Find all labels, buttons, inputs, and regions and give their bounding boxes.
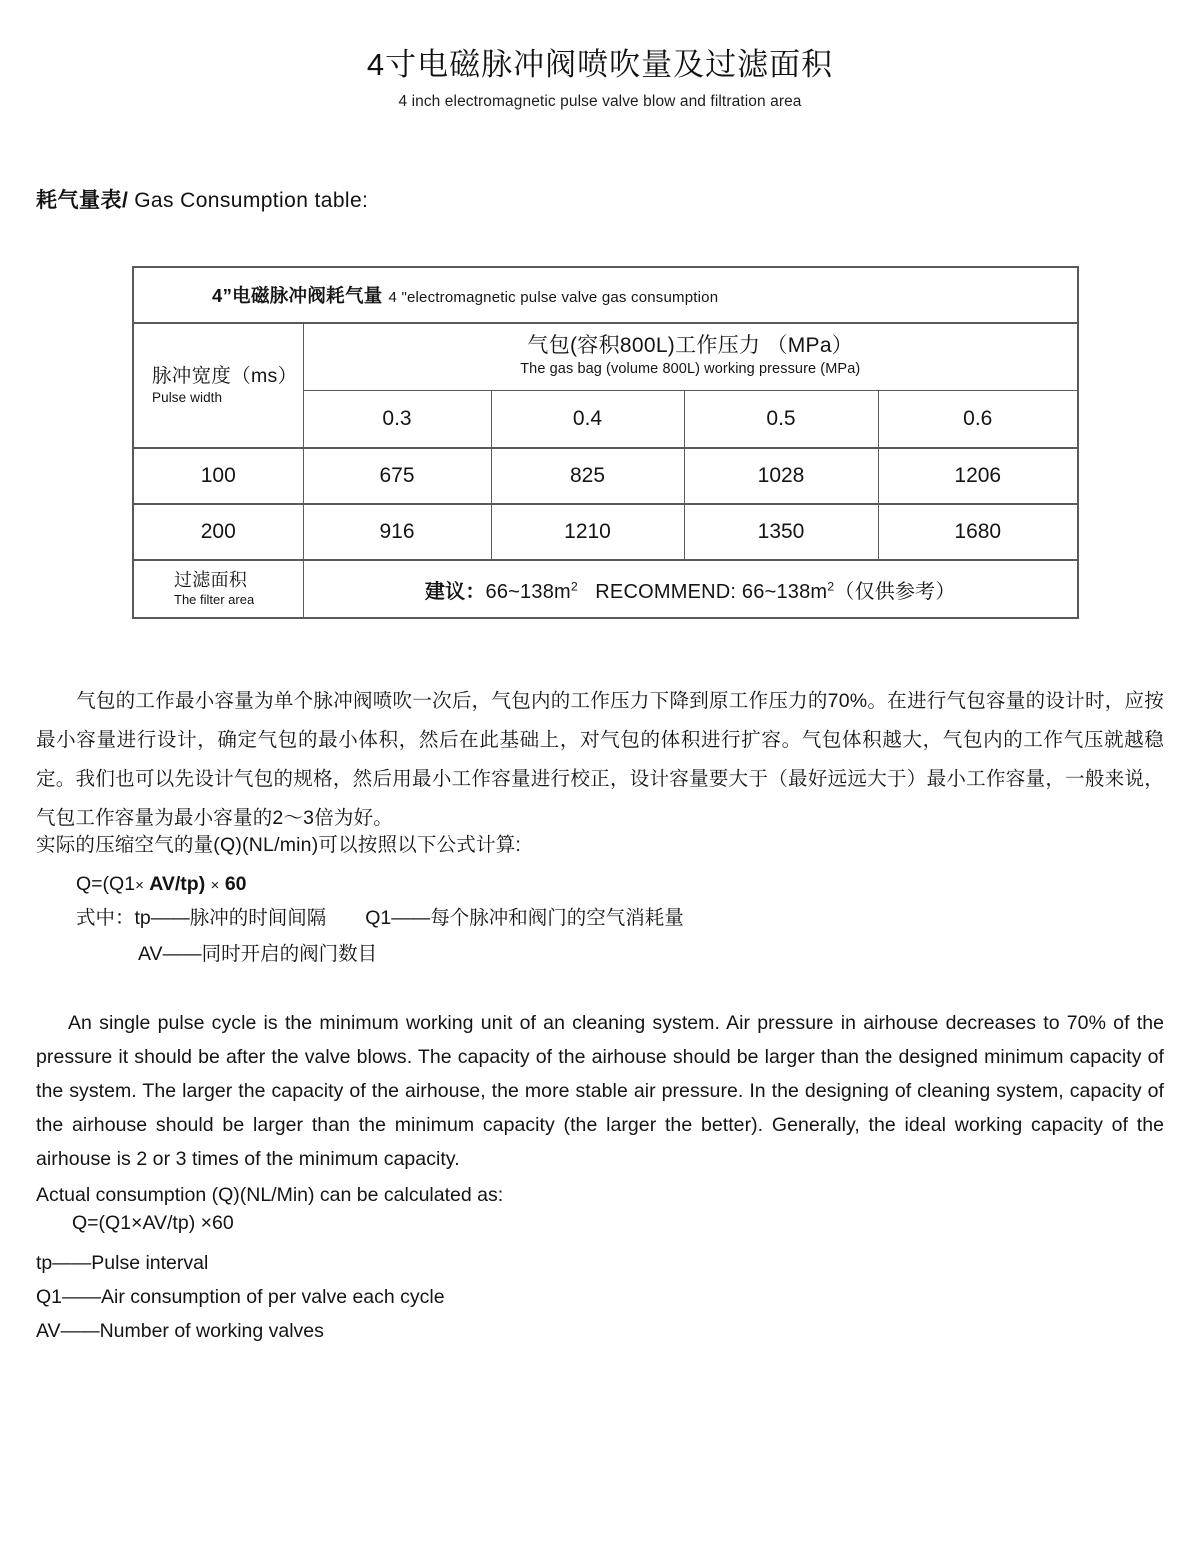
row-0-value-0: 675 bbox=[303, 448, 491, 504]
section-heading bbox=[36, 188, 368, 213]
chinese-paragraph-text: 气包的工作最小容量为单个脉冲阀喷吹一次后，气包内的工作压力下降到原工作压力的70%。在进行气包容量的设计时，应按最小容量进行设计，确定气包的最小体积，然后在此基础上，对气包的体积进行扩容。气包体积越大，气包内的工作气压就越稳定。我们也可以先设计气包的规格，然后用最小工作容量进行校正，设计容量要大于（最好远远大于）最小工作容量，一般来说，气包工作容量为最小容量的2～3倍为好。 bbox=[36, 690, 1164, 829]
row-1-value-1: 1210 bbox=[491, 504, 684, 560]
row-0-value-3: 1206 bbox=[878, 448, 1078, 504]
gas-consumption-table bbox=[132, 266, 1079, 619]
row-0-pulse-width: 100 bbox=[133, 448, 303, 504]
recommend-label-en: RECOMMEND: bbox=[595, 580, 742, 603]
pulse-width-header-cell bbox=[133, 323, 303, 448]
row-1-value-0: 916 bbox=[303, 504, 491, 560]
filter-area-label-cell bbox=[133, 560, 303, 618]
table-caption-en: 4 "electromagnetic pulse valve gas consumption bbox=[388, 289, 719, 306]
formula-prefix: Q=(Q1 bbox=[76, 873, 136, 895]
formula-constant: 60 bbox=[224, 873, 247, 895]
filter-area-label-en: The filter area bbox=[174, 591, 255, 607]
table-row-filter-area bbox=[133, 560, 1078, 618]
pressure-col-1: 0.4 bbox=[491, 391, 684, 449]
english-paragraph-text: An single pulse cycle is the minimum working unit of an cleaning system. Air pressure in airhouse decreases to 70% of the pressure it should be after the valve blows. The capacity of the airhouse should be larger than the designed minimum capacity of the system. The larger the capacity of the airhouse, the more stable air pressure. In the designing of cleaning system, capacity of the airhouse should be larger than the minimum capacity (the larger the better). Generally, the ideal working capacity of the airhouse is 2 or 3 times of the minimum capacity. bbox=[36, 1012, 1164, 1170]
formula-times-1: × bbox=[135, 877, 144, 894]
pressure-col-3: 0.6 bbox=[878, 391, 1078, 449]
gas-consumption-table-wrapper bbox=[132, 266, 1077, 619]
chinese-paragraph bbox=[36, 682, 1164, 838]
pressure-col-0: 0.3 bbox=[303, 391, 491, 449]
row-0-value-2: 1028 bbox=[684, 448, 878, 504]
page-subtitle: 4 inch electromagnetic pulse valve blow and filtration area bbox=[398, 92, 802, 110]
recommend-value-cn: 66~138m bbox=[485, 580, 571, 603]
recommend-note: （仅供参考） bbox=[834, 580, 956, 603]
row-1-value-3: 1680 bbox=[878, 504, 1078, 560]
table-caption-cn: 4”电磁脉冲阀耗气量 bbox=[212, 285, 383, 306]
table-row bbox=[133, 448, 1078, 504]
recommend-superscript-cn: 2 bbox=[570, 578, 578, 593]
section-heading-cn: 耗气量表/ bbox=[36, 189, 129, 212]
table-row bbox=[133, 504, 1078, 560]
pulse-width-header-cn: 脉冲宽度（ms） bbox=[152, 365, 298, 388]
formula-times-2: × bbox=[210, 877, 220, 894]
row-1-value-2: 1350 bbox=[684, 504, 878, 560]
english-formula: Q=(Q1×AV/tp) ×60 bbox=[72, 1212, 234, 1234]
chinese-where-line-1: 式中：tp——脉冲的时间间隔 Q1——每个脉冲和阀门的空气消耗量 bbox=[76, 907, 684, 929]
recommend-superscript-en: 2 bbox=[827, 578, 835, 593]
row-0-value-1: 825 bbox=[491, 448, 684, 504]
english-where-line-2: Q1——Air consumption of per valve each cycle bbox=[36, 1286, 445, 1308]
table-row-caption bbox=[133, 267, 1078, 323]
chinese-formula bbox=[76, 866, 247, 904]
pressure-group-header-cell bbox=[303, 323, 1078, 391]
english-formula-intro: Actual consumption (Q)(NL/Min) can be calculated as: bbox=[36, 1184, 504, 1206]
table-caption-cell bbox=[133, 267, 1078, 323]
pulse-width-header-en: Pulse width bbox=[152, 390, 223, 406]
page-title: 4寸电磁脉冲阀喷吹量及过滤面积 bbox=[366, 47, 834, 82]
chinese-formula-intro: 实际的压缩空气的量(Q)(NL/min)可以按照以下公式计算: bbox=[36, 834, 522, 856]
english-where-line-3: AV——Number of working valves bbox=[36, 1320, 324, 1342]
filter-area-recommendation-cell bbox=[303, 560, 1078, 618]
english-paragraph bbox=[36, 1006, 1164, 1176]
recommend-value-en: 66~138m bbox=[741, 580, 828, 603]
row-1-pulse-width: 200 bbox=[133, 504, 303, 560]
table-row-group-header bbox=[133, 323, 1078, 391]
pressure-group-header-cn: 气包(容积800L)工作压力 （MPa） bbox=[527, 333, 854, 357]
english-where-line-1: tp——Pulse interval bbox=[36, 1252, 209, 1274]
pressure-group-header-en: The gas bag (volume 800L) working pressure (MPa) bbox=[520, 361, 861, 378]
chinese-where-line-2: AV——同时开启的阀门数目 bbox=[138, 943, 378, 965]
formula-bold-term: AV/tp) bbox=[149, 873, 206, 895]
pressure-col-2: 0.5 bbox=[684, 391, 878, 449]
filter-area-label-cn: 过滤面积 bbox=[174, 570, 248, 591]
recommend-label-cn: 建议： bbox=[424, 580, 486, 603]
section-heading-en: Gas Consumption table: bbox=[134, 189, 369, 212]
